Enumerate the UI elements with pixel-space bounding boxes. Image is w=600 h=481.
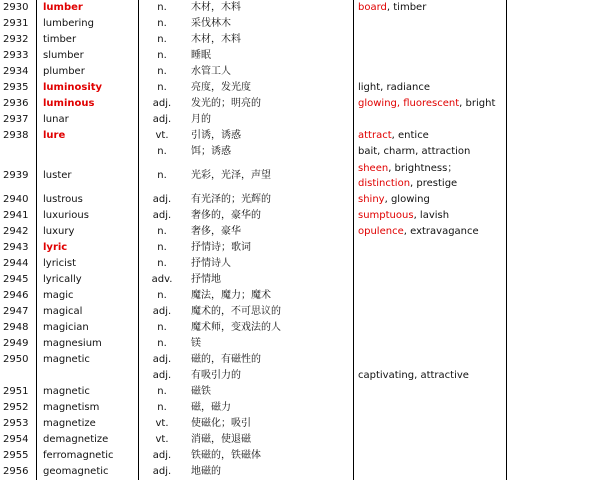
- part-of-speech: adj.: [152, 370, 172, 381]
- chinese-definition: 消磁，使退磁: [185, 432, 354, 448]
- part-of-speech: n.: [157, 146, 167, 157]
- table-row: [0, 448, 600, 464]
- empty-cell: [507, 192, 600, 208]
- headword: [37, 368, 139, 384]
- part-of-speech: n.: [157, 322, 167, 333]
- table-row: [0, 160, 600, 192]
- word-number: 2932: [0, 32, 37, 48]
- part-of-speech: adj.: [152, 306, 172, 317]
- empty-cell: [507, 224, 600, 240]
- synonym-highlighted: attract: [358, 130, 392, 141]
- chinese-definition: 有吸引力的: [185, 368, 354, 384]
- synonyms: [354, 112, 507, 128]
- empty-cell: [507, 416, 600, 432]
- chinese-definition: 采伐林木: [185, 16, 354, 32]
- synonyms: [354, 64, 507, 80]
- word-number: [0, 368, 37, 384]
- synonyms: [354, 224, 507, 240]
- part-of-speech: adj.: [152, 98, 172, 109]
- word-number: 2953: [0, 416, 37, 432]
- headword: lure: [37, 128, 139, 144]
- table-row: [0, 80, 600, 96]
- table-row: [0, 16, 600, 32]
- synonyms: [354, 400, 507, 416]
- synonyms: [354, 128, 507, 144]
- empty-cell: [507, 288, 600, 304]
- synonyms: [354, 144, 507, 160]
- synonyms: [354, 160, 507, 192]
- chinese-definition: 抒情诗人: [185, 256, 354, 272]
- synonym-text: , brightness；: [388, 163, 458, 174]
- empty-cell: [507, 368, 600, 384]
- synonym-text: captivating, attractive: [358, 370, 469, 381]
- chinese-definition: 引诱，诱惑: [185, 128, 354, 144]
- synonyms: [354, 256, 507, 272]
- part-of-speech: n.: [157, 226, 167, 237]
- headword: lyricist: [37, 256, 139, 272]
- part-of-speech: n.: [157, 402, 167, 413]
- headword: luminous: [37, 96, 139, 112]
- chinese-definition: 月的: [185, 112, 354, 128]
- table-row: [0, 256, 600, 272]
- part-of-speech: n.: [157, 290, 167, 301]
- chinese-definition: 抒情诗；歌词: [185, 240, 354, 256]
- part-of-speech: vt.: [155, 130, 169, 141]
- headword: luxurious: [37, 208, 139, 224]
- part-of-speech: n.: [157, 386, 167, 397]
- word-number: 2952: [0, 400, 37, 416]
- chinese-definition: 木材，木料: [185, 32, 354, 48]
- chinese-definition: 抒情地: [185, 272, 354, 288]
- chinese-definition: 魔术的，不可思议的: [185, 304, 354, 320]
- part-of-speech: n.: [157, 34, 167, 45]
- headword: magnetic: [37, 352, 139, 368]
- table-row: [0, 336, 600, 352]
- headword: magnetic: [37, 384, 139, 400]
- part-of-speech: adv.: [151, 274, 173, 285]
- headword: magic: [37, 288, 139, 304]
- word-number: 2950: [0, 352, 37, 368]
- word-number: 2949: [0, 336, 37, 352]
- part-of-speech: n.: [157, 82, 167, 93]
- synonym-highlighted: glowing, fluorescent: [358, 98, 460, 109]
- part-of-speech: adj.: [152, 114, 172, 125]
- empty-cell: [507, 336, 600, 352]
- part-of-speech: n.: [157, 338, 167, 349]
- synonyms: [354, 448, 507, 464]
- headword: lumber: [37, 0, 139, 16]
- empty-cell: [507, 320, 600, 336]
- synonyms: [354, 16, 507, 32]
- synonyms: [354, 208, 507, 224]
- word-number: 2955: [0, 448, 37, 464]
- table-row: [0, 432, 600, 448]
- table-row: [0, 128, 600, 144]
- headword: magnesium: [37, 336, 139, 352]
- table-row: [0, 368, 600, 384]
- empty-cell: [507, 32, 600, 48]
- chinese-definition: 魔法，魔力；魔术: [185, 288, 354, 304]
- empty-cell: [507, 352, 600, 368]
- table-row: [0, 224, 600, 240]
- word-number: 2947: [0, 304, 37, 320]
- part-of-speech: adj.: [152, 210, 172, 221]
- empty-cell: [507, 208, 600, 224]
- table-row: [0, 320, 600, 336]
- synonym-text: light, radiance: [358, 82, 431, 93]
- chinese-definition: 奢侈，豪华: [185, 224, 354, 240]
- synonym-text: , glowing: [384, 194, 430, 205]
- headword: lyrically: [37, 272, 139, 288]
- synonyms: [354, 416, 507, 432]
- part-of-speech: n.: [157, 50, 167, 61]
- chinese-definition: 镁: [185, 336, 354, 352]
- empty-cell: [507, 144, 600, 160]
- word-number: 2951: [0, 384, 37, 400]
- synonyms: [354, 272, 507, 288]
- empty-cell: [507, 160, 600, 192]
- part-of-speech: vt.: [155, 434, 169, 445]
- table-row: [0, 304, 600, 320]
- headword: luster: [37, 160, 139, 192]
- synonyms: [354, 352, 507, 368]
- synonyms: [354, 432, 507, 448]
- word-number: 2933: [0, 48, 37, 64]
- headword: slumber: [37, 48, 139, 64]
- chinese-definition: 光彩，光泽，声望: [185, 160, 354, 192]
- empty-cell: [507, 464, 600, 480]
- chinese-definition: 使磁化；吸引: [185, 416, 354, 432]
- synonym-highlighted: sheen: [358, 163, 389, 174]
- synonym-highlighted: sumptuous: [358, 210, 414, 221]
- empty-cell: [507, 0, 600, 16]
- synonyms: [354, 96, 507, 112]
- table-row: [0, 272, 600, 288]
- word-number: 2935: [0, 80, 37, 96]
- synonym-highlighted: shiny: [358, 194, 385, 205]
- synonym-text: , bright: [459, 98, 496, 109]
- empty-cell: [507, 64, 600, 80]
- part-of-speech: n.: [157, 170, 167, 181]
- chinese-definition: 水管工人: [185, 64, 354, 80]
- headword: timber: [37, 32, 139, 48]
- chinese-definition: 磁铁: [185, 384, 354, 400]
- table-row: [0, 464, 600, 480]
- chinese-definition: 魔术师，变戏法的人: [185, 320, 354, 336]
- headword: magnetize: [37, 416, 139, 432]
- word-number: 2944: [0, 256, 37, 272]
- headword: lyric: [37, 240, 139, 256]
- synonym-text: , prestige: [410, 178, 458, 189]
- word-number: 2936: [0, 96, 37, 112]
- part-of-speech: n.: [157, 242, 167, 253]
- chinese-definition: 有光泽的；光辉的: [185, 192, 354, 208]
- part-of-speech: adj.: [152, 354, 172, 365]
- chinese-definition: 地磁的: [185, 464, 354, 480]
- headword: demagnetize: [37, 432, 139, 448]
- table-row: [0, 32, 600, 48]
- table-row: [0, 416, 600, 432]
- chinese-definition: 亮度，发光度: [185, 80, 354, 96]
- table-row: [0, 288, 600, 304]
- part-of-speech: adj.: [152, 450, 172, 461]
- synonyms: [354, 0, 507, 16]
- empty-cell: [507, 304, 600, 320]
- headword: geomagnetic: [37, 464, 139, 480]
- empty-cell: [507, 16, 600, 32]
- part-of-speech: n.: [157, 258, 167, 269]
- headword: lumbering: [37, 16, 139, 32]
- synonyms: [354, 368, 507, 384]
- table-row: [0, 64, 600, 80]
- word-number: 2954: [0, 432, 37, 448]
- word-number: 2940: [0, 192, 37, 208]
- table-row: [0, 144, 600, 160]
- empty-cell: [507, 112, 600, 128]
- table-row: [0, 208, 600, 224]
- synonym-highlighted: distinction: [358, 178, 411, 189]
- part-of-speech: adj.: [152, 466, 172, 477]
- table-row: [0, 352, 600, 368]
- synonym-text: , timber: [386, 2, 427, 13]
- synonyms: [354, 320, 507, 336]
- chinese-definition: 发光的；明亮的: [185, 96, 354, 112]
- table-row: [0, 0, 600, 16]
- word-number: 2939: [0, 160, 37, 192]
- word-number: 2938: [0, 128, 37, 144]
- part-of-speech: adj.: [152, 194, 172, 205]
- table-row: [0, 240, 600, 256]
- chinese-definition: 奢侈的，豪华的: [185, 208, 354, 224]
- word-number: 2948: [0, 320, 37, 336]
- headword: luminosity: [37, 80, 139, 96]
- part-of-speech: vt.: [155, 418, 169, 429]
- synonyms: [354, 336, 507, 352]
- empty-cell: [507, 128, 600, 144]
- synonyms: [354, 192, 507, 208]
- synonyms: [354, 32, 507, 48]
- synonyms: [354, 384, 507, 400]
- synonyms: [354, 464, 507, 480]
- empty-cell: [507, 400, 600, 416]
- word-number: [0, 144, 37, 160]
- table-row: [0, 112, 600, 128]
- empty-cell: [507, 272, 600, 288]
- synonym-highlighted: opulence: [358, 226, 404, 237]
- headword: ferromagnetic: [37, 448, 139, 464]
- synonym-text: , extravagance: [403, 226, 479, 237]
- empty-cell: [507, 96, 600, 112]
- table-row: [0, 96, 600, 112]
- word-number: 2931: [0, 16, 37, 32]
- synonym-text: , lavish: [413, 210, 450, 221]
- table-row: [0, 192, 600, 208]
- table-row: [0, 384, 600, 400]
- word-number: 2930: [0, 0, 37, 16]
- synonym-text: , entice: [391, 130, 429, 141]
- synonym-highlighted: board: [358, 2, 387, 13]
- headword: magician: [37, 320, 139, 336]
- word-number: 2956: [0, 464, 37, 480]
- empty-cell: [507, 256, 600, 272]
- headword: magnetism: [37, 400, 139, 416]
- word-number: 2941: [0, 208, 37, 224]
- headword: magical: [37, 304, 139, 320]
- chinese-definition: 磁，磁力: [185, 400, 354, 416]
- word-number: 2937: [0, 112, 37, 128]
- synonyms: [354, 304, 507, 320]
- synonyms: [354, 288, 507, 304]
- chinese-definition: 饵；诱惑: [185, 144, 354, 160]
- part-of-speech: n.: [157, 18, 167, 29]
- headword: luxury: [37, 224, 139, 240]
- synonyms: [354, 48, 507, 64]
- empty-cell: [507, 432, 600, 448]
- word-number: 2946: [0, 288, 37, 304]
- empty-cell: [507, 48, 600, 64]
- part-of-speech: n.: [157, 2, 167, 13]
- chinese-definition: 铁磁的，铁磁体: [185, 448, 354, 464]
- headword: lustrous: [37, 192, 139, 208]
- part-of-speech: n.: [157, 66, 167, 77]
- chinese-definition: 睡眠: [185, 48, 354, 64]
- headword: plumber: [37, 64, 139, 80]
- chinese-definition: 磁的，有磁性的: [185, 352, 354, 368]
- empty-cell: [507, 384, 600, 400]
- empty-cell: [507, 80, 600, 96]
- word-number: 2945: [0, 272, 37, 288]
- empty-cell: [507, 448, 600, 464]
- table-row: [0, 48, 600, 64]
- headword: lunar: [37, 112, 139, 128]
- synonym-text: bait, charm, attraction: [358, 146, 471, 157]
- table-row: [0, 400, 600, 416]
- word-number: 2943: [0, 240, 37, 256]
- synonyms: [354, 240, 507, 256]
- chinese-definition: 木材，木料: [185, 0, 354, 16]
- word-number: 2934: [0, 64, 37, 80]
- headword: [37, 144, 139, 160]
- word-number: 2942: [0, 224, 37, 240]
- synonyms: [354, 80, 507, 96]
- empty-cell: [507, 240, 600, 256]
